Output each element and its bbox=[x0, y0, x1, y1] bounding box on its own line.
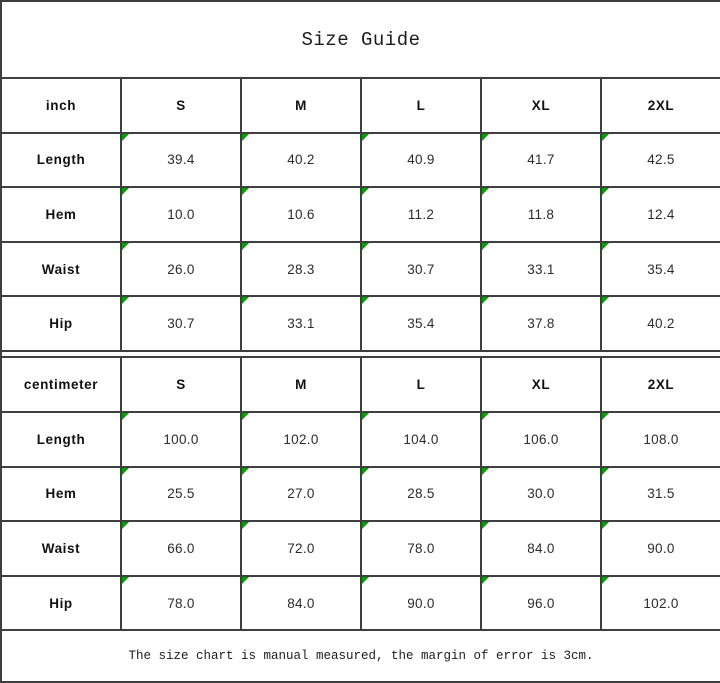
cell-inch-waist-l bbox=[361, 242, 481, 297]
cell-corner-flag-icon bbox=[122, 134, 129, 141]
table-row bbox=[1, 296, 720, 351]
cell-value: 12.4 bbox=[647, 207, 675, 223]
cell-inch-length-2xl bbox=[601, 133, 720, 188]
cell-value: 102.0 bbox=[283, 431, 319, 447]
cell-corner-flag-icon bbox=[362, 297, 369, 304]
cell-value: 72.0 bbox=[287, 541, 315, 557]
cell-corner-flag-icon bbox=[482, 413, 489, 420]
table-row bbox=[1, 467, 720, 522]
cell-inch-waist-m bbox=[241, 242, 361, 297]
cell-value: 40.2 bbox=[287, 152, 315, 168]
cell-value: 78.0 bbox=[407, 541, 435, 557]
row-label-hem: Hem bbox=[1, 187, 121, 242]
cell-value: 27.0 bbox=[287, 486, 315, 502]
cell-value: 28.3 bbox=[287, 261, 315, 277]
cell-corner-flag-icon bbox=[602, 297, 609, 304]
inch-header-row bbox=[1, 78, 720, 133]
cell-corner-flag-icon bbox=[122, 522, 129, 529]
cell-cm-length-m bbox=[241, 412, 361, 467]
cell-value: 90.0 bbox=[407, 595, 435, 611]
cell-inch-hip-2xl bbox=[601, 296, 720, 351]
cell-value: 40.9 bbox=[407, 152, 435, 168]
cell-cm-hem-m bbox=[241, 467, 361, 522]
cell-inch-waist-s bbox=[121, 242, 241, 297]
cell-corner-flag-icon bbox=[242, 577, 249, 584]
cell-cm-hem-2xl bbox=[601, 467, 720, 522]
cell-inch-length-s bbox=[121, 133, 241, 188]
cell-cm-hip-xl bbox=[481, 576, 601, 631]
cell-value: 33.1 bbox=[287, 316, 315, 332]
page-title: Size Guide bbox=[1, 1, 720, 78]
table-row bbox=[1, 521, 720, 576]
cell-value: 33.1 bbox=[527, 261, 555, 277]
footer-note: The size chart is manual measured, the margin of error is 3cm. bbox=[1, 630, 720, 682]
cell-value: 30.7 bbox=[407, 261, 435, 277]
cell-value: 42.5 bbox=[647, 152, 675, 168]
cell-value: 25.5 bbox=[167, 486, 195, 502]
row-label-waist: Waist bbox=[1, 521, 121, 576]
cell-value: 100.0 bbox=[163, 431, 199, 447]
size-header-2xl: 2XL bbox=[601, 357, 720, 412]
cell-corner-flag-icon bbox=[362, 188, 369, 195]
cell-value: 66.0 bbox=[167, 541, 195, 557]
cell-cm-length-2xl bbox=[601, 412, 720, 467]
cell-corner-flag-icon bbox=[242, 188, 249, 195]
row-label-hip: Hip bbox=[1, 576, 121, 631]
cell-cm-waist-m bbox=[241, 521, 361, 576]
cell-value: 104.0 bbox=[403, 431, 439, 447]
cell-inch-waist-xl bbox=[481, 242, 601, 297]
size-header-xl: XL bbox=[481, 78, 601, 133]
cell-value: 106.0 bbox=[523, 431, 559, 447]
table-row bbox=[1, 412, 720, 467]
cell-cm-hip-l bbox=[361, 576, 481, 631]
cell-value: 84.0 bbox=[527, 541, 555, 557]
cell-value: 11.8 bbox=[527, 207, 555, 223]
cell-value: 35.4 bbox=[407, 316, 435, 332]
cell-cm-hem-l bbox=[361, 467, 481, 522]
table-row bbox=[1, 242, 720, 297]
cell-value: 84.0 bbox=[287, 595, 315, 611]
size-header-l: L bbox=[361, 78, 481, 133]
table-row bbox=[1, 576, 720, 631]
cell-corner-flag-icon bbox=[362, 413, 369, 420]
title-row bbox=[1, 1, 720, 78]
cell-cm-hem-s bbox=[121, 467, 241, 522]
cell-corner-flag-icon bbox=[242, 297, 249, 304]
cell-corner-flag-icon bbox=[482, 188, 489, 195]
cell-corner-flag-icon bbox=[602, 134, 609, 141]
cell-corner-flag-icon bbox=[482, 297, 489, 304]
cell-value: 108.0 bbox=[643, 431, 679, 447]
cell-corner-flag-icon bbox=[482, 522, 489, 529]
cell-corner-flag-icon bbox=[602, 413, 609, 420]
cell-corner-flag-icon bbox=[362, 243, 369, 250]
cell-value: 37.8 bbox=[527, 316, 555, 332]
cell-inch-hem-2xl bbox=[601, 187, 720, 242]
row-label-length: Length bbox=[1, 133, 121, 188]
cell-cm-hip-2xl bbox=[601, 576, 720, 631]
cell-inch-hip-xl bbox=[481, 296, 601, 351]
cell-value: 90.0 bbox=[647, 541, 675, 557]
cell-corner-flag-icon bbox=[242, 522, 249, 529]
cell-corner-flag-icon bbox=[362, 577, 369, 584]
cell-cm-waist-xl bbox=[481, 521, 601, 576]
cell-inch-hem-l bbox=[361, 187, 481, 242]
size-header-l: L bbox=[361, 357, 481, 412]
cell-value: 26.0 bbox=[167, 261, 195, 277]
cell-inch-hip-s bbox=[121, 296, 241, 351]
cell-inch-waist-2xl bbox=[601, 242, 720, 297]
row-label-hip: Hip bbox=[1, 296, 121, 351]
cell-corner-flag-icon bbox=[482, 577, 489, 584]
size-header-2xl: 2XL bbox=[601, 78, 720, 133]
cell-inch-hip-m bbox=[241, 296, 361, 351]
cell-corner-flag-icon bbox=[362, 468, 369, 475]
cell-corner-flag-icon bbox=[602, 188, 609, 195]
cell-cm-length-l bbox=[361, 412, 481, 467]
cell-corner-flag-icon bbox=[602, 522, 609, 529]
row-label-length: Length bbox=[1, 412, 121, 467]
size-header-s: S bbox=[121, 78, 241, 133]
cell-corner-flag-icon bbox=[602, 243, 609, 250]
cell-inch-hip-l bbox=[361, 296, 481, 351]
cell-corner-flag-icon bbox=[602, 577, 609, 584]
cell-corner-flag-icon bbox=[602, 468, 609, 475]
cell-value: 30.7 bbox=[167, 316, 195, 332]
row-label-hem: Hem bbox=[1, 467, 121, 522]
cell-inch-hem-m bbox=[241, 187, 361, 242]
cell-cm-hip-m bbox=[241, 576, 361, 631]
cell-corner-flag-icon bbox=[122, 188, 129, 195]
size-header-s: S bbox=[121, 357, 241, 412]
cell-value: 11.2 bbox=[407, 207, 435, 223]
cell-value: 40.2 bbox=[647, 316, 675, 332]
cell-inch-length-xl bbox=[481, 133, 601, 188]
cell-cm-hem-xl bbox=[481, 467, 601, 522]
cell-corner-flag-icon bbox=[242, 134, 249, 141]
cell-corner-flag-icon bbox=[362, 522, 369, 529]
table-row bbox=[1, 133, 720, 188]
cell-value: 78.0 bbox=[167, 595, 195, 611]
cell-corner-flag-icon bbox=[242, 243, 249, 250]
cell-cm-waist-2xl bbox=[601, 521, 720, 576]
cell-corner-flag-icon bbox=[362, 134, 369, 141]
cell-value: 102.0 bbox=[643, 595, 679, 611]
cell-value: 39.4 bbox=[167, 152, 195, 168]
size-header-m: M bbox=[241, 78, 361, 133]
cell-corner-flag-icon bbox=[122, 243, 129, 250]
cell-corner-flag-icon bbox=[242, 468, 249, 475]
cell-value: 31.5 bbox=[647, 486, 675, 502]
cell-value: 10.6 bbox=[287, 207, 315, 223]
cell-corner-flag-icon bbox=[122, 297, 129, 304]
cell-cm-waist-l bbox=[361, 521, 481, 576]
cell-value: 35.4 bbox=[647, 261, 675, 277]
cell-inch-length-m bbox=[241, 133, 361, 188]
unit-label-inch: inch bbox=[1, 78, 121, 133]
cell-value: 30.0 bbox=[527, 486, 555, 502]
cell-corner-flag-icon bbox=[122, 577, 129, 584]
footer-row bbox=[1, 630, 720, 682]
cell-corner-flag-icon bbox=[482, 243, 489, 250]
cell-cm-waist-s bbox=[121, 521, 241, 576]
cell-corner-flag-icon bbox=[482, 468, 489, 475]
cm-header-row bbox=[1, 357, 720, 412]
cell-inch-hem-xl bbox=[481, 187, 601, 242]
cell-value: 28.5 bbox=[407, 486, 435, 502]
cell-value: 41.7 bbox=[527, 152, 555, 168]
row-label-waist: Waist bbox=[1, 242, 121, 297]
cell-corner-flag-icon bbox=[122, 468, 129, 475]
cell-corner-flag-icon bbox=[242, 413, 249, 420]
cell-cm-length-xl bbox=[481, 412, 601, 467]
table-row bbox=[1, 187, 720, 242]
unit-label-centimeter: centimeter bbox=[1, 357, 121, 412]
cell-corner-flag-icon bbox=[122, 413, 129, 420]
cell-value: 10.0 bbox=[167, 207, 195, 223]
size-header-m: M bbox=[241, 357, 361, 412]
cell-inch-length-l bbox=[361, 133, 481, 188]
size-header-xl: XL bbox=[481, 357, 601, 412]
cell-value: 96.0 bbox=[527, 595, 555, 611]
cell-corner-flag-icon bbox=[482, 134, 489, 141]
cell-inch-hem-s bbox=[121, 187, 241, 242]
cell-cm-hip-s bbox=[121, 576, 241, 631]
cell-cm-length-s bbox=[121, 412, 241, 467]
